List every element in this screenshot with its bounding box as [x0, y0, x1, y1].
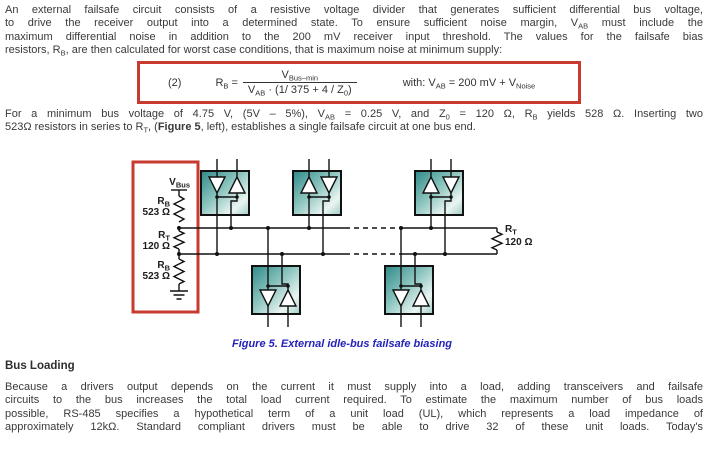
label-vbus: $V_{Bus}$ [169, 177, 190, 190]
fraction-numerator: $V_{Bus-min}$ [281, 69, 319, 83]
text-line: maximum differential noise in addition to the 200 mV receiver input threshold. The values for the failsafe bias [5, 30, 703, 43]
label-rb-top: $R_B$ [157, 196, 170, 209]
equation-fraction [243, 69, 357, 96]
resistor-rb-bottom-symbol [174, 259, 184, 284]
text-line: For a minimum bus voltage of 4.75 V, (5V – 5%), $V_{AB} = 0.25$ V, and $Z_0 = 120$ Ω, $R_B$ yields 528 Ω. Inserting two [5, 108, 703, 122]
bus-lines [179, 228, 497, 254]
ground-symbol [170, 291, 188, 299]
transceiver-icon [385, 266, 433, 314]
resistor-rt-left-symbol [174, 231, 184, 249]
body-paragraph-3 [5, 381, 703, 435]
transceiver-icon [201, 171, 249, 215]
resistor-rb-top-symbol [174, 196, 184, 222]
failsafe-divider [170, 190, 188, 299]
text-line: An external failsafe circuit consists of a resistive voltage divider that generates sufficient differential bus voltage, [5, 4, 703, 16]
label-rt-left: $R_T$ [158, 230, 170, 243]
resistor-rt-right-symbol [492, 228, 502, 254]
equation-highlight-box [137, 61, 581, 104]
transceiver-icon [252, 266, 300, 314]
text-line: resistors, $R_B$, are then calculated for worst case conditions, that is maximum noise at minimum supply: [5, 44, 503, 58]
figure5-caption: Figure 5. External idle-bus failsafe biasing [231, 338, 453, 350]
figure5-circuit-diagram [0, 154, 708, 336]
text-line: circuits to the bus increases the total load current required. To estimate the maximum number of bus loads [5, 394, 703, 407]
label-rb-top-value: 523 Ω [142, 207, 170, 218]
text-line: Because a drivers output depends on the current it must supply into a load, adding transceivers and failsafe [5, 381, 703, 393]
label-rb-bottom-value: 523 Ω [142, 271, 170, 282]
equation-lhs: $R_B$ = [215, 76, 238, 90]
body-paragraph-1 [5, 4, 703, 58]
text-line: 523Ω resistors in series to $R_T$, (Figure 5, left), establishes a single failsafe circuit at one bus end. [5, 121, 476, 135]
text-line: possible, RS-485 specifies a hypothetical term of a unit load (UL), which represents a load impedance of [5, 407, 703, 420]
text-line: approximately 12kΩ. Standard compliant drivers must be able to drive 32 of these unit loads. Today's [5, 421, 703, 434]
transceiver-icon [293, 171, 341, 215]
fraction-denominator: $V_{AB} \cdot (1/$ $375 + 4 / Z_0$) [243, 82, 357, 96]
label-rt-left-value: 120 Ω [142, 241, 170, 252]
body-paragraph-2 [5, 108, 703, 135]
section-heading: Bus Loading [5, 360, 75, 372]
label-rb-bottom: $R_B$ [157, 260, 170, 273]
equation-condition: with: $V_{AB} = 200$ mV + $V_{Noise}$ [402, 76, 536, 90]
failsafe-circuit-svg [0, 154, 708, 336]
label-rt-right-value: 120 Ω [505, 237, 533, 248]
label-rt-right: $R_T$ [505, 224, 517, 237]
text-line: to drive the receiver output into a determined state. To ensure sufficient noise margin, $V_{AB}$ must include the [5, 17, 704, 31]
transceiver-icon [415, 171, 463, 215]
equation-number: (2) [168, 76, 182, 89]
